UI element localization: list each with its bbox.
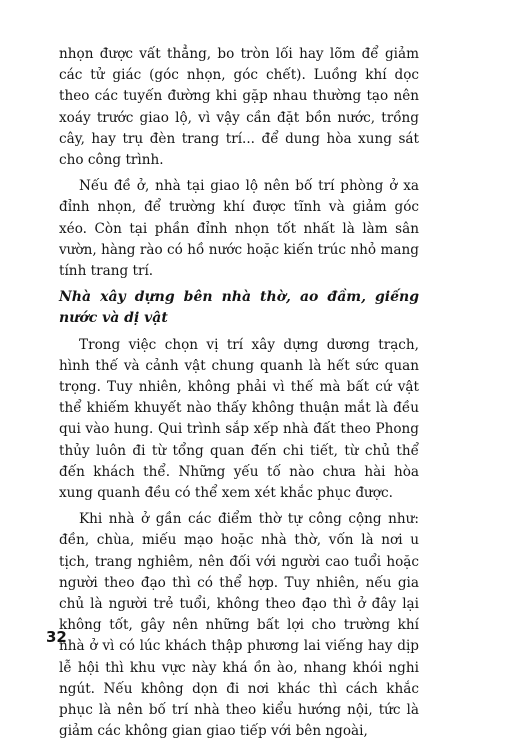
paragraph-continued: nhọn được vất thẳng, bo tròn lối hay lõm để giảm các tử giác (góc nhọn, góc chết). Luồng khí dọc theo các tuyến đường khi gặp nhau thường tạo nên xoáy trước giao lộ, vì vậy cần đặt bồn nước, trồng cây, hay trụ đèn trang trí... để dung hòa xung sát cho công trình. [59,46,419,169]
section-heading: Nhà xây dựng bên nhà thờ, ao đầm, giếng nước và dị vật [59,289,419,327]
body-text [59,44,419,748]
paragraph-worship-places: Khi nhà ở gần các điểm thờ tự công cộng như: đền, chùa, miếu mạo hoặc nhà thờ, vốn là nơi u tịch, trang nghiêm, nên đối với người cao tuổi hoặc người theo đạo thì có thể hợp. Tuy nhiên, nếu gia chủ là người trẻ tuổi, không theo đạo thì ở đây lại không tốt, gây nên những bất lợi cho trường khí nhà ở vì có lúc khách thập phương lai viếng hay dịp lễ hội thì khu vực này khá ồn ào, nhang khói nghi ngút. Nếu không dọn đi nơi khác thì cách khắc phục là nên bố trí nhà theo kiểu hướng nội, tức là giảm các không gian giao tiếp với bên ngoài, [59,511,419,740]
page-number: 32 [46,628,67,646]
paragraph-intersection: Nếu đề ở, nhà tại giao lộ nên bố trí phòng ở xa đỉnh nhọn, để trường khí được tĩnh và giảm góc xéo. Còn tại phần đỉnh nhọn tốt nhất là làm sân vườn, hàng rào có hồ nước hoặc kiến trúc nhỏ mang tính trang trí. [59,178,419,280]
paragraph-site-selection: Trong việc chọn vị trí xây dựng dương trạch, hình thế và cảnh vật chung quanh là hết sức quan trọng. Tuy nhiên, không phải vì thế mà bất cứ vật thể khiếm khuyết nào thấy không thuận mắt là đều qui vào hung. Qui trình sắp xếp nhà đất theo Phong thủy luôn đi từ tổng quan đến chi tiết, từ chủ thể đến khách thể. Những yếu tố nào chưa hài hòa xung quanh đều có thể xem xét khắc phục được. [59,336,419,502]
